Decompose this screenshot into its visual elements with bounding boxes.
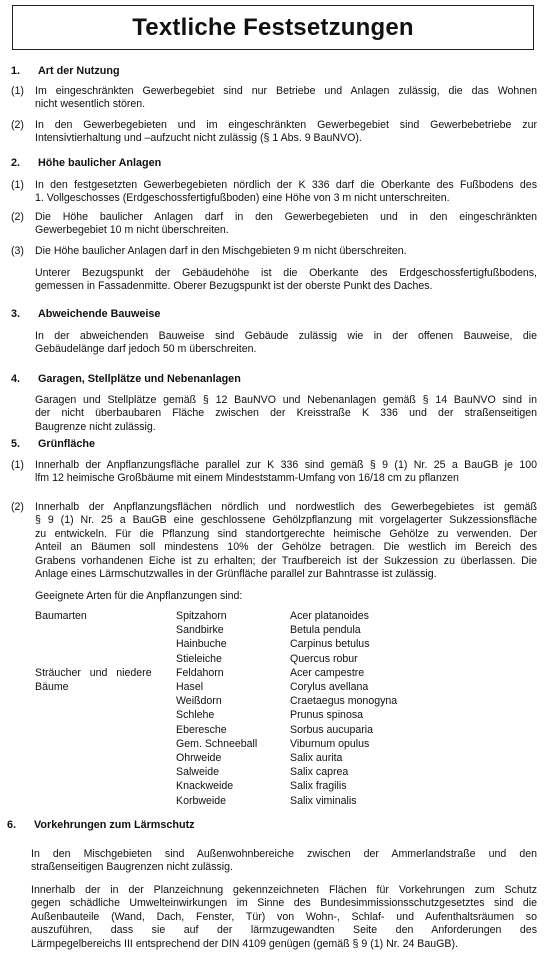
species-latin-name: Quercus robur: [290, 652, 358, 665]
item-text-line: Anteil an Bäumen soll mindestens 10% der Gehölze betragen. Die westlich im Bereich des: [35, 541, 537, 554]
section-number: 5.: [11, 438, 21, 450]
species-german-name: Spitzahorn: [176, 610, 227, 622]
species-german-name: Gem. Schneeball: [176, 737, 258, 750]
item-number: (1): [11, 85, 24, 97]
species-latin-name: Salix fragilis: [290, 780, 347, 793]
section-heading: Vorkehrungen zum Lärmschutz: [34, 819, 195, 831]
section-heading: Garagen, Stellplätze und Nebenanlagen: [38, 373, 241, 385]
item-text-line: § 9 (1) Nr. 25 a BauGB eine geschlossene Gehölzpflanzung mit vorgelagerter Sukzessionsfläche: [35, 514, 537, 527]
species-intro: Geeignete Arten für die Anpflanzungen sind:: [35, 590, 243, 602]
item-number: (2): [11, 501, 24, 513]
section-heading: Höhe baulicher Anlagen: [38, 157, 162, 169]
item-text-line: Gewerbegebiet 10 m nicht überschreiten.: [35, 224, 229, 237]
species-german-name: Feldahorn: [176, 666, 224, 679]
species-latin-name: Betula pendula: [290, 624, 361, 637]
item-text-line: Innerhalb der Anpflanzungsflächen nördlich und nordwestlich des Gewerbegebietes ist gemäß: [35, 501, 537, 513]
species-latin-name: Acer campestre: [290, 666, 365, 679]
species-latin-name: Salix caprea: [290, 766, 349, 779]
section-text-line: gegen schädliche Umwelteinwirkungen im Sinne des Bundesimmissionsschutzgesetztes sind die: [31, 897, 537, 910]
item-number: (1): [11, 459, 24, 471]
species-latin-name: Sorbus aucuparia: [290, 723, 374, 736]
species-german-name: Hasel: [176, 681, 204, 693]
species-latin-name: Craetaegus monogyna: [290, 695, 398, 708]
species-group-label: Sträucher und niedere: [35, 666, 152, 679]
item-text-line: Die Höhe baulicher Anlagen darf in den Mischgebieten 9 m nicht überschreiten.: [35, 245, 407, 257]
section-heading: Art der Nutzung: [38, 65, 120, 77]
section-text-line: Lärmpegelbereichs III entsprechend der DIN 4109 genügen (gemäß § 9 (1) Nr. 24 BauGB).: [31, 937, 458, 950]
species-latin-name: Salix aurita: [290, 752, 343, 764]
species-latin-name: Carpinus betulus: [290, 638, 370, 651]
item-text-line: Intensivtierhaltung und –aufzucht nicht zulässig (§ 1 Abs. 9 BauNVO).: [35, 132, 362, 145]
species-german-name: Knackweide: [176, 780, 234, 793]
item-text-line: Anlage eines Lärmschutzwalles in der Grünfläche parallel zur Bahntrasse ist zulässig.: [35, 568, 437, 580]
section-number: 1.: [11, 65, 21, 77]
section-number: 6.: [7, 819, 17, 831]
item-text-line: Grabens vorhandenen Eiche ist zu erhalten; der Traufbereich ist der Sukzession zu überlassen. Die: [35, 554, 537, 567]
section-text-line: der nicht überbaubaren Fläche zwischen der Kreisstraße K 336 und der straßenseitigen: [35, 407, 537, 420]
page-title: Textliche Festsetzungen: [12, 5, 534, 50]
item-number: (2): [11, 211, 24, 223]
item-text-line: In den Gewerbegebieten und im eingeschränkten Gewerbegebiet sind Gewerbebetriebe zur: [35, 119, 537, 131]
species-german-name: Eberesche: [176, 723, 227, 736]
species-german-name: Sandbirke: [176, 624, 224, 637]
species-german-name: Salweide: [176, 766, 219, 779]
item-number: (1): [11, 179, 24, 191]
species-german-name: Schlehe: [176, 709, 215, 722]
species-german-name: Weißdorn: [176, 695, 222, 708]
section-text-line: Garagen und Stellplätze gemäß § 12 BauNVO und Nebenanlagen gemäß § 14 BauNVO sind in: [35, 394, 537, 406]
item-number: (2): [11, 119, 24, 131]
section-text-line: straßenseitigen Baugrenzen nicht zulässig.: [31, 861, 233, 874]
item-text-line: Die Höhe baulicher Anlagen darf in den Gewerbegebieten und in den eingeschränkten: [35, 211, 537, 223]
species-latin-name: Viburnum opulus: [290, 737, 370, 750]
item-text-line: In den festgesetzten Gewerbegebieten nördlich der K 336 darf die Oberkante des Fußbodens des: [35, 179, 537, 191]
species-latin-name: Salix viminalis: [290, 794, 357, 807]
item-text-line: lfm 12 heimische Großbäume mit einem Mindeststamm-Umfang von 16/18 cm zu pflanzen: [35, 472, 459, 485]
section-text-line: Innerhalb der in der Planzeichnung gekennzeichneten Flächen für Vorkehrungen zum Schutz: [31, 884, 537, 896]
section-number: 4.: [11, 373, 21, 385]
section-heading: Grünfläche: [38, 438, 95, 450]
species-latin-name: Acer platanoides: [290, 610, 369, 622]
item-number: (3): [11, 245, 24, 257]
section-text-line: In der abweichenden Bauweise sind Gebäude zulässig wie in der offenen Bauweise, die: [35, 330, 537, 342]
section-number: 2.: [11, 157, 21, 169]
item-text-line: Im eingeschränkten Gewerbegebiet sind nur Betriebe und Anlagen zulässig, die das Wohnen: [35, 85, 537, 97]
note-text-line: Unterer Bezugspunkt der Gebäudehöhe ist die Oberkante des Erdgeschossfertigfußbodens,: [35, 267, 537, 279]
section-heading: Abweichende Bauweise: [38, 308, 161, 320]
section-text-line: Außenbauteile (Wand, Dach, Fenster, Tür) von Wohn-, Schlaf- und Aufenthaltsräumen so: [31, 910, 537, 923]
section-text-line: auszuführen, dass sie auf der lärmzugewandten Seite den Anforderungen des: [31, 924, 537, 937]
species-german-name: Hainbuche: [176, 638, 227, 651]
species-latin-name: Prunus spinosa: [290, 709, 364, 722]
species-latin-name: Corylus avellana: [290, 681, 369, 693]
species-german-name: Stieleiche: [176, 652, 222, 665]
species-group-label: Baumarten: [35, 610, 87, 622]
item-text-line: nicht wesentlich stören.: [35, 98, 146, 111]
item-text-line: 1. Vollgeschosses (Erdgeschossfertigfußboden) eine Höhe von 3 m nicht unterschreiten.: [35, 192, 450, 205]
section-text-line: Gebäudelänge darf jedoch 50 m überschreiten.: [35, 343, 257, 356]
species-german-name: Korbweide: [176, 794, 227, 807]
section-text-line: Baugrenze nicht zulässig.: [35, 420, 156, 433]
item-text-line: zu entwickeln. Für die Pflanzung sind standortgerechte heimische Gehölze zu verwenden. Der: [35, 527, 537, 540]
species-german-name: Ohrweide: [176, 752, 222, 764]
item-text-line: Innerhalb der Anpflanzungsfläche parallel zur K 336 sind gemäß § 9 (1) Nr. 25 a BauGB je 100: [35, 459, 537, 471]
section-number: 3.: [11, 308, 21, 320]
species-group-label: Bäume: [35, 681, 69, 693]
section-text-line: In den Mischgebieten sind Außenwohnbereiche zwischen der Ammerlandstraße und den: [31, 848, 537, 860]
note-text-line: gemessen in Fassadenmitte. Oberer Bezugspunkt ist der oberste Punkt des Daches.: [35, 280, 433, 293]
